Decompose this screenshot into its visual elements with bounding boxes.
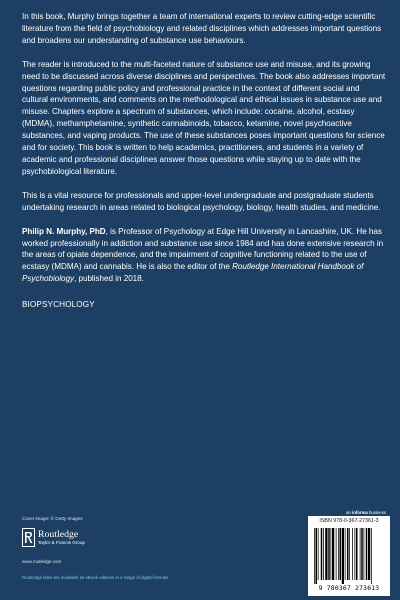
author-bio <box>22 226 386 286</box>
barcode-bar <box>316 528 318 584</box>
barcode-icon <box>314 528 388 584</box>
isbn-label: ISBN 978-0-367-27361-3 <box>319 518 379 524</box>
barcode-bar <box>323 528 324 580</box>
barcode-panel <box>308 516 390 596</box>
barcode-bar <box>321 528 323 580</box>
publisher-name: Routledge <box>38 529 79 540</box>
barcode-bar <box>349 528 350 580</box>
cover-image-credit: Cover image: © Getty Images <box>22 516 83 521</box>
subject-category: BIOPSYCHOLOGY <box>22 300 95 310</box>
barcode-bar <box>338 528 339 580</box>
barcode-bar <box>352 528 353 580</box>
informa-brand: informa <box>352 510 368 515</box>
routledge-r-icon <box>22 528 35 547</box>
blurb <box>22 11 386 311</box>
barcode-bar <box>364 528 365 580</box>
handbook-title: Routledge International Handbook of Psychobiology <box>22 262 364 284</box>
author-bio-part-2: , published in 2018. <box>74 274 144 284</box>
barcode-bar <box>355 528 356 580</box>
routledge-logo <box>22 528 112 558</box>
barcode-bar <box>360 528 361 580</box>
barcode-bar <box>318 528 319 580</box>
barcode-bar <box>366 528 368 580</box>
publisher-website: www.routledge.com <box>22 559 62 564</box>
barcode-bar <box>325 528 327 580</box>
barcode-bar <box>345 528 346 580</box>
barcode-bar <box>356 528 358 580</box>
blurb-paragraph-2: The reader is introduced to the multi-faceted nature of substance use and misuse, and its growing need to be discussed across diverse disciplines and perspectives. The book also addresses important questions regarding public policy and professional practice in the context of different social and cultural environments, and comments on the methodological and ethical issues in substance use and misuse. Chapters explore a spectrum of substances, which include: cocaine, alcohol, ecstasy (MDMA), methamphetamine, synthetic cannabinoids, tobacco, ketamine, novel psychoactive substances, and vaping products. The use of these substances poses important questions for science and for society. This book is written to help academics, practitioners, and students in a variety of academic and professional disciplines answer those questions while staying up to date with the psychobiological literature. <box>22 59 386 176</box>
barcode-bar <box>328 528 330 580</box>
blurb-paragraph-1: In this book, Murphy brings together a team of international experts to review cutting-edge scientific literature from the field of psychobiology and related disciplines which addresses important questions and broadens our understanding of substance use behaviours. <box>22 12 382 45</box>
barcode-bar <box>347 528 349 580</box>
barcode-bar <box>361 528 363 580</box>
barcode-bar <box>368 528 370 580</box>
author-name: Philip N. Murphy, PhD <box>22 226 106 236</box>
barcode-bar <box>371 528 372 584</box>
barcode-bar <box>340 528 342 580</box>
informa-suffix: business <box>369 510 386 515</box>
blurb-paragraph-3: This is a vital resource for professionals and upper-level undergraduate and postgraduate students undertaking research in areas related to biological psychology, biology, health studies, and medicine. <box>22 190 381 212</box>
ebook-note: Routledge titles are available as eBook editions in a range of digital formats <box>22 575 169 580</box>
barcode-bar <box>331 528 332 580</box>
ean-number: 9 780367 273613 <box>318 584 380 592</box>
barcode-bar <box>332 528 334 580</box>
barcode-bar <box>342 528 344 584</box>
informa-prefix: an <box>346 510 351 515</box>
publisher-group: Taylor & Francis Group <box>38 540 85 545</box>
barcode-bar <box>336 528 337 580</box>
informa-business-tag <box>346 510 386 515</box>
author-bio-part-1: , is Professor of Psychology at Edge Hill University in Lancashire, UK. He has worked professionally in addiction and substance use since 1984 and has done extensive research in the areas of opiate dependence, and the impairment of cognitive functioning related to the use of ecstasy (MDMA) and cannabis. He is also the editor of the <box>22 226 384 272</box>
barcode-bar <box>314 528 315 584</box>
